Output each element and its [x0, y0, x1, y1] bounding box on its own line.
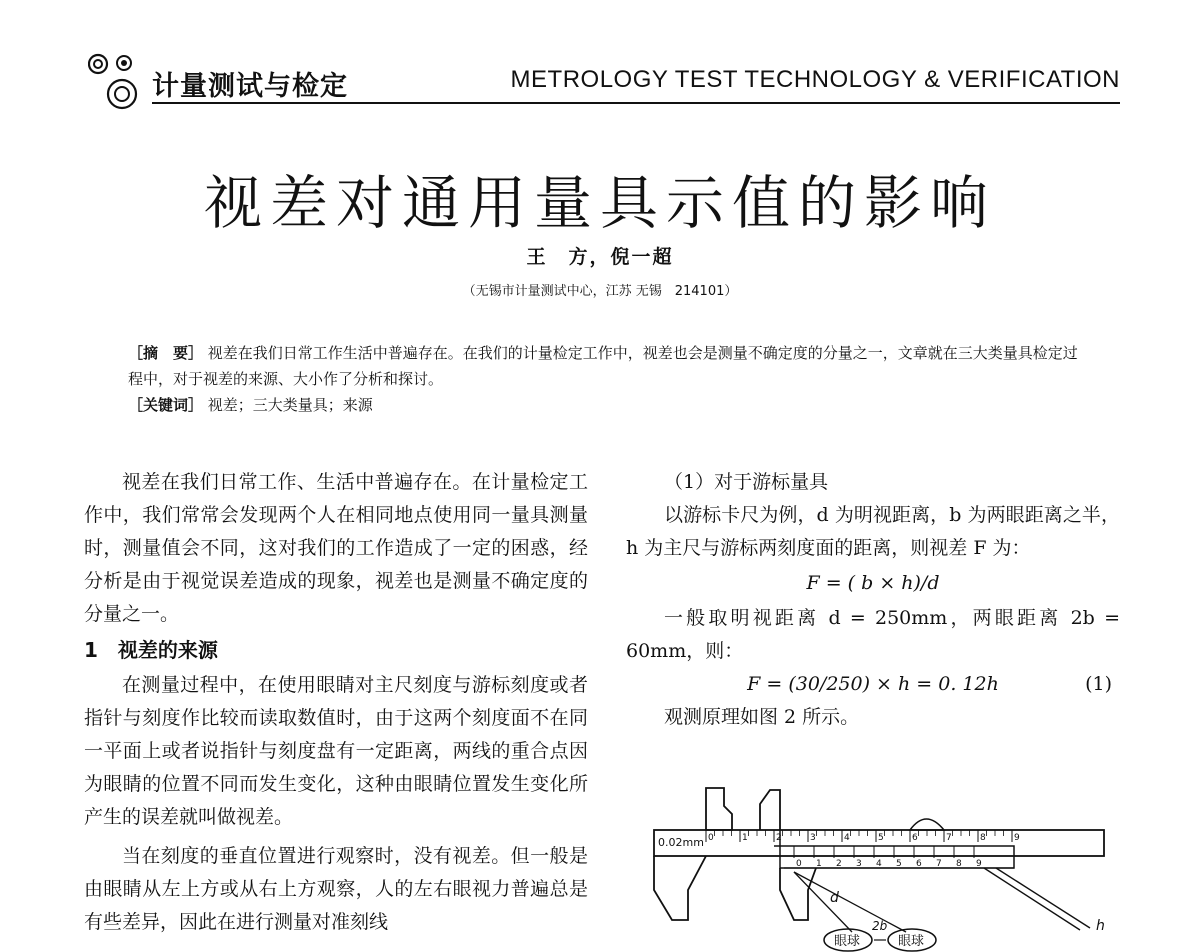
vernier-tick-label: 8 — [956, 859, 962, 869]
left-column — [84, 466, 588, 939]
article-affiliation: （无锡市计量测试中心，江苏 无锡 214101） — [462, 284, 738, 299]
upper-jaw-sliding — [760, 790, 780, 830]
equation-number: (1) — [1085, 673, 1112, 695]
caliper-figure — [644, 780, 1114, 952]
article-authors: 王 方，倪一超 — [526, 246, 674, 268]
abstract-block — [128, 340, 1088, 418]
section1-paragraph-1: 在测量过程中，在使用眼睛对主尺刻度与游标刻度或者指针与刻度作比较而读取数值时，由于这两个刻度面不在同一平面上或者说指针与刻度盘有一定距离，两线的重合点因为眼睛的位置不同而发生变化，这种由眼睛位置发生变化所产生的误差就叫做视差。 — [84, 674, 588, 828]
label-2b: 2b — [872, 919, 888, 933]
formula-row — [626, 668, 1120, 701]
vernier-tick-label: 5 — [896, 859, 902, 869]
main-scale-tick-label: 2 — [776, 833, 782, 843]
main-scale-tick-label: 4 — [844, 833, 850, 843]
label-h: h — [1096, 918, 1105, 934]
figure-reference: 观测原理如图 2 所示。 — [664, 706, 860, 728]
label-d: d — [830, 890, 839, 906]
main-scale-tick-label: 7 — [946, 833, 952, 843]
intro-paragraph: 视差在我们日常工作、生活中普遍存在。在计量检定工作中，我们常常会发现两个人在相同地点使用同一量具测量时，测量值会不同，这对我们的工作造成了一定的困惑，经分析是由于视觉误差造成的现象，视差也是测量不确定度的分量之一。 — [84, 471, 588, 625]
upper-jaw-fixed — [706, 788, 732, 830]
sight-line-left — [794, 872, 852, 932]
sub-heading: （1）对于游标量具 — [664, 471, 829, 493]
keywords-text: 视差；三大类量具；来源 — [207, 396, 373, 414]
vernier-tick-label: 9 — [976, 859, 982, 869]
keywords-label: ［关键词］ — [128, 396, 204, 414]
main-scale-tick-label: 5 — [878, 833, 884, 843]
header-rule — [152, 102, 1120, 104]
vernier-tick-label: 7 — [936, 859, 942, 869]
abstract-label: ［摘 要］ — [128, 344, 204, 362]
main-scale-tick-label: 0 — [708, 833, 714, 843]
abstract-paragraph — [128, 340, 1088, 392]
main-scale-tick-label: 1 — [742, 833, 748, 843]
formula-result: F = (30/250) × h = 0. 12h — [747, 673, 999, 695]
article-title: 视差对通用量具示值的影响 — [203, 169, 996, 237]
section1-paragraph-2: 当在刻度的垂直位置进行观察时，没有视差。但一般是由眼睛从左上方或从右上方观察，人的左右眼视力普遍总是有些差异，因此在进行测量对准刻线 — [84, 845, 588, 933]
main-scale-tick-label: 6 — [912, 833, 918, 843]
section-heading: 1 视差的来源 — [84, 638, 218, 662]
depth-rod-edge — [984, 868, 1080, 930]
vernier-scale-ticks — [794, 846, 982, 869]
vernier-paragraph-1: 以游标卡尺为例，d 为明视距离，b 为两眼距离之半，h 为主尺与游标两刻度面的距离，则视差 F 为： — [626, 504, 1120, 559]
depth-rod — [996, 868, 1090, 928]
concentric-circles-icon — [88, 50, 158, 110]
vernier-tick-label: 1 — [816, 859, 822, 869]
journal-header — [88, 50, 1120, 110]
eye-right-label: 眼球 — [898, 934, 925, 949]
main-scale-tick-label: 8 — [980, 833, 986, 843]
main-scale-tick-label: 3 — [810, 833, 816, 843]
journal-name-cn: 计量测试与检定 — [152, 71, 348, 102]
lower-jaw-fixed — [654, 856, 706, 920]
journal-name-en: METROLOGY TEST TECHNOLOGY & VERIFICATION — [510, 66, 1120, 93]
vernier-tick-label: 0 — [796, 859, 802, 869]
vernier-tick-label: 3 — [856, 859, 862, 869]
scale-label: 0.02mm — [658, 836, 704, 849]
main-scale-ticks — [706, 830, 1020, 843]
vernier-tick-label: 6 — [916, 859, 922, 869]
eye-left-label: 眼球 — [834, 934, 861, 949]
right-column — [626, 466, 1120, 734]
vernier-tick-label: 2 — [836, 859, 842, 869]
sight-line-right — [794, 872, 906, 932]
vernier-paragraph-2: 一般取明视距离 d = 250mm，两眼距离 2b = 60mm，则： — [626, 607, 1120, 662]
vernier-tick-label: 4 — [876, 859, 882, 869]
keywords-paragraph — [128, 392, 1088, 418]
main-scale-tick-label: 9 — [1014, 833, 1020, 843]
formula-parallax: F = ( b × h)/d — [806, 572, 940, 594]
abstract-text: 视差在我们日常工作生活中普遍存在。在我们的计量检定工作中，视差也会是测量不确定度的分量之一，文章就在三大类量具检定过程中，对于视差的来源、大小作了分析和探讨。 — [128, 344, 1078, 388]
thumb-screw — [910, 819, 944, 830]
